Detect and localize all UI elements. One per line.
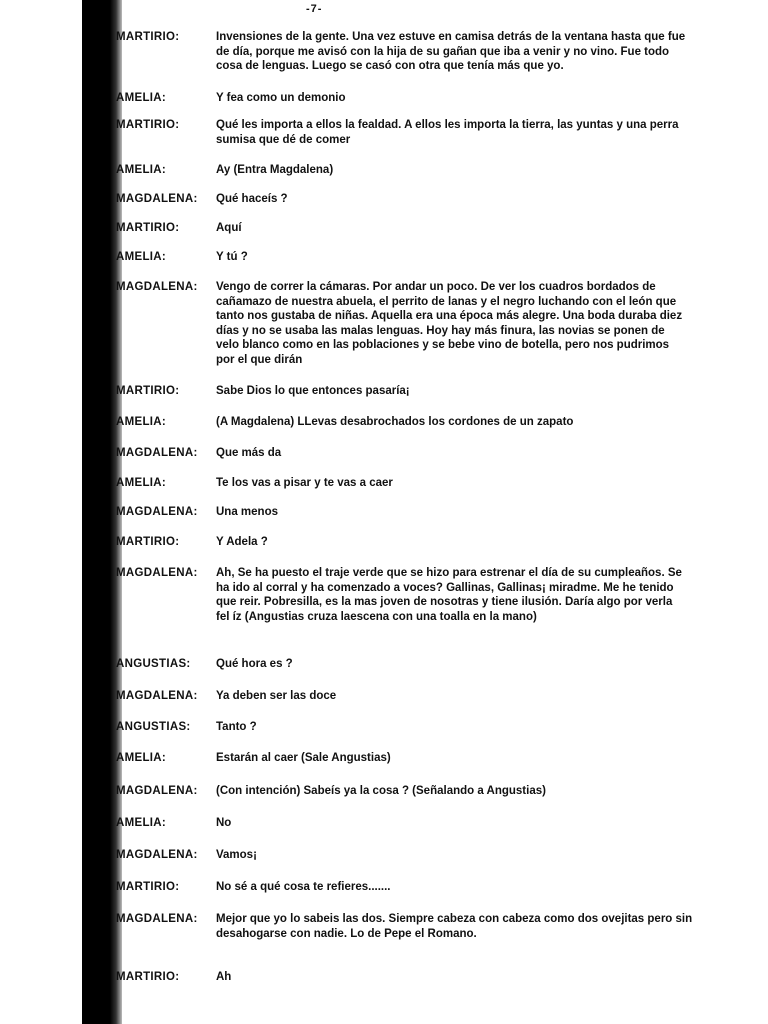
speech: Aquí [216, 222, 242, 234]
speech: No sé a qué cosa te refieres....... [216, 881, 391, 893]
speech: No [216, 817, 232, 829]
speaker: MAGDALENA: [116, 281, 198, 293]
speaker: MARTIRIO: [116, 119, 180, 131]
speaker: MAGDALENA: [116, 690, 198, 702]
speech: Qué les importa a ellos la fealdad. A ellos les importa la tierra, las yuntas y una perra sumisa que dé de comer [216, 119, 679, 146]
speech: Sabe Dios lo que entonces pasaría¡ [216, 385, 410, 397]
speaker: AMELIA: [116, 752, 167, 764]
speech: Estarán al caer (Sale Angustias) [216, 752, 391, 764]
speaker: MAGDALENA: [116, 193, 198, 205]
speech: Y fea como un demonio [216, 92, 346, 104]
speaker: AMELIA: [116, 251, 167, 263]
speaker: MARTIRIO: [116, 222, 180, 234]
speech: Ah [216, 971, 232, 983]
speaker: MAGDALENA: [116, 785, 198, 797]
speaker: AMELIA: [116, 164, 167, 176]
speech: Ya deben ser las doce [216, 690, 337, 702]
speaker: MARTIRIO: [116, 536, 180, 548]
page-number: -7- [306, 3, 323, 15]
speech: Te los vas a pisar y te vas a caer [216, 477, 393, 489]
speaker: ANGUSTIAS: [116, 721, 191, 733]
speech: Y tú ? [216, 251, 248, 263]
speech: Invensiones de la gente. Una vez estuve en camisa detrás de la ventana hasta que fue de día, porque me avisó con la hija de su gañan que iba a venir y no vino. Fue todo cosa de lenguas. Luego se casó con otra que tenía más que yo. [216, 31, 686, 73]
speaker: MAGDALENA: [116, 567, 198, 579]
speech: Y Adela ? [216, 536, 268, 548]
speaker: MAGDALENA: [116, 447, 198, 459]
speaker: MARTIRIO: [116, 971, 180, 983]
speaker: MAGDALENA: [116, 913, 198, 925]
speaker: MARTIRIO: [116, 385, 180, 397]
speech: Vengo de correr la cámaras. Por andar un poco. De ver los cuadros bordados de cañamazo de nuestra abuela, el perrito de lanas y el negro luchando con el león que tanto nos gustaba de niñas. Aquella era una época más alegre. Una boda duraba diez días y no se usaba las malas lenguas. Hoy hay más finura, las novias se ponen de velo blanco como en las poblaciones y se bebe vino de botella, pero nos pudrimos por el que dirán [216, 281, 683, 366]
speaker: MARTIRIO: [116, 881, 180, 893]
speaker: MAGDALENA: [116, 849, 198, 861]
speech: Una menos [216, 506, 278, 518]
speech: Ay (Entra Magdalena) [216, 164, 334, 176]
speaker: ANGUSTIAS: [116, 658, 191, 670]
speech: Ah, Se ha puesto el traje verde que se hizo para estrenar el día de su cumpleaños. Se ha ido al corral y ha comenzado a voces? Gallinas, Gallinas¡ miradme. Me he tenido que reir. Pobresilla, es la mas joven de nosotras y tiene ilusión. Daría algo por verla fel íz (Angustias cruza laescena con una toalla en la mano) [216, 567, 682, 623]
speech: (A Magdalena) LLevas desabrochados los cordones de un zapato [216, 416, 574, 428]
speech: Que más da [216, 447, 282, 459]
speech: Qué hora es ? [216, 658, 293, 670]
speech: Mejor que yo lo sabeis las dos. Siempre cabeza con cabeza como dos ovejitas pero sin desahogarse con nadie. Lo de Pepe el Romano. [216, 913, 693, 940]
speech: Qué haceís ? [216, 193, 288, 205]
speaker: AMELIA: [116, 477, 167, 489]
speaker: AMELIA: [116, 416, 167, 428]
speaker: MARTIRIO: [116, 31, 180, 43]
speech: Vamos¡ [216, 849, 257, 861]
speaker: AMELIA: [116, 817, 167, 829]
speech: (Con intención) Sabeís ya la cosa ? (Señalando a Angustias) [216, 785, 546, 797]
speaker: MAGDALENA: [116, 506, 198, 518]
speech: Tanto ? [216, 721, 257, 733]
speaker: AMELIA: [116, 92, 167, 104]
